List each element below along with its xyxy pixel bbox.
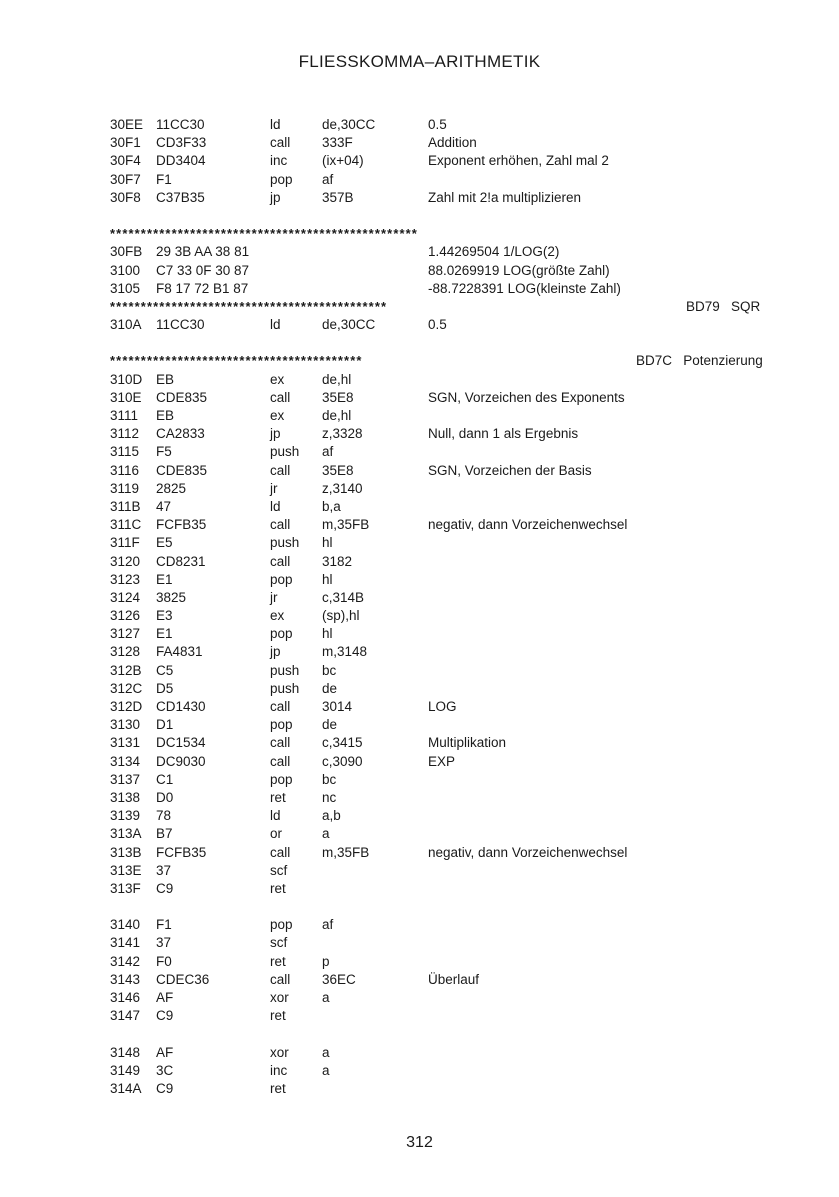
code-line [110,553,770,571]
mnemonic: call [270,735,291,751]
code-line [110,1062,770,1080]
hex-bytes: F1 [156,917,172,933]
address: 3142 [110,953,141,969]
mnemonic: call [270,844,291,860]
mnemonic: jr [270,589,278,605]
operand: (ix+04) [322,153,364,169]
code-line [110,443,770,461]
comment: Addition [428,135,477,151]
page-number: 312 [406,1134,433,1151]
hex-bytes: CD1430 [156,699,206,714]
code-line [110,862,770,880]
assembly-listing [110,116,770,1098]
address: 30F4 [110,153,141,169]
mnemonic: ld [270,117,281,132]
mnemonic: call [270,389,291,405]
address: 3143 [110,971,141,987]
mnemonic: pop [270,771,293,787]
operand: 333F [322,135,353,151]
address: 311B [110,498,141,514]
address: 313E [110,862,142,878]
operand: 36EC [322,971,356,987]
hex-bytes: FCFB35 [156,517,207,533]
hex-bytes: FCFB35 [156,844,207,860]
address: 3139 [110,808,141,824]
mnemonic: pop [270,571,293,587]
code-line [110,880,770,898]
address: 3128 [110,644,141,660]
hex-bytes: 78 [156,808,172,824]
separator-line [110,298,770,316]
mnemonic: pop [270,917,293,933]
code-line [110,953,770,971]
mnemonic: call [270,135,291,151]
operand: b,a [322,498,341,514]
code-line [110,607,770,625]
mnemonic: push [270,535,300,551]
operand: de [322,717,338,733]
address: 313F [110,880,141,896]
address: 30F7 [110,171,141,187]
code-line [110,916,770,934]
code-line [110,371,770,389]
hex-bytes: D1 [156,717,174,733]
page-title: FLIESSKOMMA–ARITHMETIK [298,52,541,71]
operand: p [322,953,330,969]
mnemonic: ex [270,408,285,423]
address: 3137 [110,771,141,787]
address: 3127 [110,626,141,642]
star-separator: ***************************************** [110,353,363,369]
hex-bytes: CDE835 [156,462,208,478]
comment: 0.5 [428,317,447,333]
hex-bytes: D5 [156,680,174,696]
address: 3146 [110,990,141,1005]
operand: 357B [322,189,354,205]
comment: 0.5 [428,117,447,132]
blank-line [110,207,770,225]
hex-bytes: E5 [156,535,173,551]
mnemonic: call [270,971,291,987]
address: 3112 [110,426,140,442]
operand: a [322,990,330,1005]
hex-bytes: AF [156,990,174,1005]
code-line [110,1007,770,1025]
blank-line [110,334,770,352]
hex-bytes: DD3404 [156,153,206,169]
comment: Exponent erhöhen, Zahl mal 2 [428,153,609,169]
mnemonic: push [270,680,300,696]
address: 3124 [110,589,141,605]
hex-bytes: 11CC30 [156,117,205,132]
star-separator: ************************************************** [110,226,418,242]
code-line [110,462,770,480]
address: 311C [110,517,142,533]
comment: -88.7228391 LOG(kleinste Zahl) [428,280,621,296]
code-line [110,189,770,207]
operand: af [322,171,334,187]
hex-bytes: AF [156,1044,174,1060]
mnemonic: ex [270,608,285,624]
operand: m,35FB [322,844,370,860]
code-line [110,243,770,261]
mnemonic: push [270,444,300,460]
comment: SGN, Vorzeichen der Basis [428,462,592,478]
code-line [110,807,770,825]
mnemonic: ld [270,317,281,333]
operand: bc [322,662,337,678]
code-line [110,498,770,516]
operand: m,35FB [322,517,370,533]
code-line [110,116,770,134]
hex-bytes: CD3F33 [156,135,207,151]
operand: af [322,444,334,460]
address: 313B [110,844,142,860]
code-line [110,280,770,298]
code-line [110,734,770,752]
code-line [110,698,770,716]
mnemonic: xor [270,990,289,1005]
hex-bytes: 37 [156,935,172,951]
operand: de [322,680,338,696]
comment: Multiplikation [428,735,507,751]
address: 3100 [110,262,141,278]
hex-bytes: EB [156,408,175,423]
address: 30F8 [110,189,141,205]
hex-bytes: C5 [156,662,174,678]
mnemonic: ret [270,953,286,969]
hex-bytes: 2825 [156,480,187,496]
code-line [110,680,770,698]
operand: a [322,1044,330,1060]
address: 3119 [110,480,140,496]
code-line [110,571,770,589]
code-line [110,934,770,952]
code-line [110,171,770,189]
code-line [110,480,770,498]
mnemonic: pop [270,171,293,187]
code-line [110,625,770,643]
address: 3111 [110,408,139,423]
mnemonic: jp [270,189,281,205]
comment: Zahl mit 2!a multiplizieren [428,189,582,205]
code-line [110,716,770,734]
operand: hl [322,571,333,587]
mnemonic: ld [270,808,281,824]
mnemonic: ret [270,1008,286,1024]
mnemonic: call [270,753,291,769]
hex-bytes: F0 [156,953,172,969]
mnemonic: inc [270,153,288,169]
comment: 1.44269504 1/LOG(2) [428,244,560,260]
address: 312D [110,699,143,714]
mnemonic: jp [270,644,281,660]
mnemonic: jp [270,426,281,442]
operand: c,314B [322,589,365,605]
operand: c,3090 [322,753,363,769]
code-line [110,589,770,607]
hex-bytes: CA2833 [156,426,205,442]
address: 3148 [110,1044,141,1060]
comment: Null, dann 1 als Ergebnis [428,426,579,442]
mnemonic: ld [270,498,281,514]
address: 3126 [110,608,141,624]
code-line [110,771,770,789]
code-line [110,134,770,152]
comment: negativ, dann Vorzeichenwechsel [428,517,628,533]
mnemonic: ret [270,880,286,896]
hex-bytes: E1 [156,571,173,587]
address: 3131 [110,735,141,751]
mnemonic: call [270,517,291,533]
operand: c,3415 [322,735,363,751]
address: 311F [110,535,140,551]
address: 3140 [110,917,141,933]
code-line [110,262,770,280]
address: 30FB [110,244,143,260]
mnemonic: pop [270,717,293,733]
hex-bytes: CDEC36 [156,971,210,987]
code-line [110,662,770,680]
hex-bytes: C37B35 [156,189,205,205]
hex-bytes: F5 [156,444,172,460]
address: 3147 [110,1008,141,1024]
code-line [110,1044,770,1062]
comment: SGN, Vorzeichen des Exponents [428,389,625,405]
mnemonic: jr [270,480,278,496]
address: 310D [110,371,143,387]
address: 30EE [110,117,144,132]
mnemonic: call [270,553,291,569]
routine-label: BD79 SQR [686,298,761,314]
code-line [110,971,770,989]
operand: af [322,917,334,933]
mnemonic: inc [270,1062,288,1078]
operand: hl [322,626,333,642]
hex-bytes: F1 [156,171,172,187]
operand: bc [322,771,337,787]
comment: Überlauf [428,971,480,987]
code-line [110,844,770,862]
address: 3115 [110,444,140,460]
hex-bytes: DC9030 [156,753,206,769]
operand: a [322,826,330,842]
address: 310A [110,317,142,333]
operand: de,hl [322,371,352,387]
operand: 3182 [322,553,353,569]
mnemonic: xor [270,1044,289,1060]
mnemonic: ret [270,1080,286,1096]
operand: z,3140 [322,480,363,496]
code-line [110,989,770,1007]
address: 3138 [110,789,141,805]
code-line [110,389,770,407]
code-line [110,425,770,443]
operand: m,3148 [322,644,368,660]
hex-bytes: CD8231 [156,553,206,569]
comment: 88.0269919 LOG(größte Zahl) [428,262,610,278]
hex-bytes: D0 [156,789,174,805]
code-line [110,152,770,170]
mnemonic: or [270,826,283,842]
code-line [110,753,770,771]
address: 313A [110,826,142,842]
address: 3123 [110,571,141,587]
operand: de,30CC [322,317,376,333]
hex-bytes: E3 [156,608,173,624]
mnemonic: call [270,699,291,714]
hex-bytes: F8 17 72 B1 87 [156,280,249,296]
address: 3149 [110,1062,141,1078]
operand: a,b [322,808,341,824]
blank-line [110,898,770,916]
code-line [110,516,770,534]
address: 312B [110,662,142,678]
address: 312C [110,680,143,696]
operand: 35E8 [322,462,354,478]
blank-line [110,1025,770,1043]
code-line [110,789,770,807]
code-line [110,825,770,843]
operand: nc [322,789,337,805]
address: 314A [110,1080,142,1096]
hex-bytes: C9 [156,1080,174,1096]
hex-bytes: 3C [156,1062,174,1078]
hex-bytes: 47 [156,498,172,514]
operand: de,30CC [322,117,376,132]
mnemonic: ex [270,371,285,387]
operand: (sp),hl [322,608,360,624]
hex-bytes: DC1534 [156,735,206,751]
hex-bytes: C9 [156,1008,174,1024]
address: 3120 [110,553,141,569]
mnemonic: call [270,462,291,478]
hex-bytes: 3825 [156,589,187,605]
address: 3105 [110,280,141,296]
hex-bytes: C1 [156,771,174,787]
comment: negativ, dann Vorzeichenwechsel [428,844,628,860]
hex-bytes: 37 [156,862,172,878]
hex-bytes: FA4831 [156,644,203,660]
hex-bytes: E1 [156,626,173,642]
address: 30F1 [110,135,141,151]
operand: z,3328 [322,426,363,442]
code-line [110,407,770,425]
hex-bytes: 29 3B AA 38 81 [156,244,250,260]
operand: 3014 [322,699,353,714]
comment: EXP [428,753,456,769]
address: 3141 [110,935,141,951]
separator-line [110,225,770,243]
mnemonic: push [270,662,300,678]
mnemonic: pop [270,626,293,642]
hex-bytes: C9 [156,880,174,896]
comment: LOG [428,699,457,714]
mnemonic: scf [270,935,288,951]
star-separator: ********************************************* [110,298,388,314]
address: 3134 [110,753,141,769]
code-line [110,643,770,661]
code-line [110,316,770,334]
hex-bytes: CDE835 [156,389,208,405]
address: 3130 [110,717,141,733]
mnemonic: ret [270,789,286,805]
hex-bytes: C7 33 0F 30 87 [156,262,250,278]
address: 310E [110,389,142,405]
routine-label: BD7C Potenzierung [636,353,763,369]
operand: de,hl [322,408,352,423]
separator-line [110,352,770,370]
address: 3116 [110,462,140,478]
operand: 35E8 [322,389,354,405]
operand: a [322,1062,330,1078]
hex-bytes: B7 [156,826,173,842]
code-line [110,1080,770,1098]
code-line [110,534,770,552]
mnemonic: scf [270,862,288,878]
operand: hl [322,535,333,551]
hex-bytes: 11CC30 [156,317,205,333]
hex-bytes: EB [156,371,175,387]
